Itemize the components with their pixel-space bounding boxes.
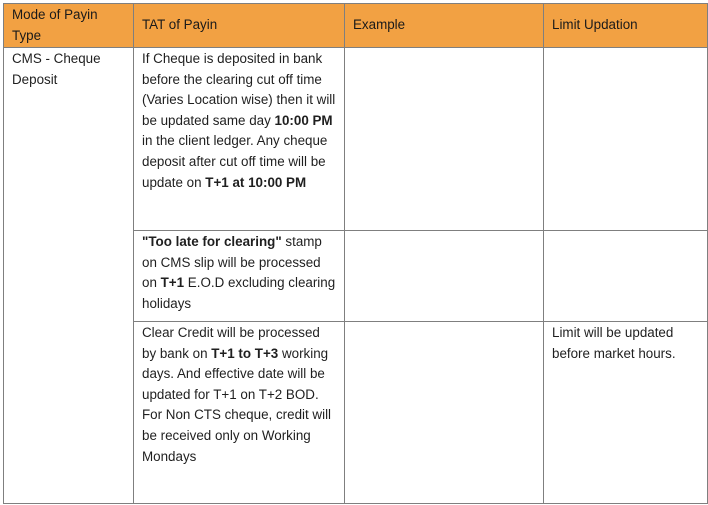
example-cell [345,48,544,231]
payin-table [3,3,708,504]
tat-text-bold: T+1 to T+3 [211,345,279,361]
tat-text-bold: T+1 at 10:00 PM [205,174,307,190]
tat-cell [134,322,345,504]
tat-text: E.O.D excluding clearing holidays [142,275,336,311]
tat-cell [134,231,345,322]
limit-cell: Limit will be updated before market hours. [544,322,708,504]
header-limit-updation: Limit Updation [544,4,708,48]
table-row [4,48,708,231]
header-tat-of-payin: TAT of Payin [134,4,345,48]
tat-text: Clear Credit will be processed by bank on [142,325,320,361]
tat-text: If Cheque is deposited in bank before the clearing cut off time (Varies Location wise) then it will be updated same day [142,51,336,128]
header-example: Example [345,4,544,48]
tat-text-bold: T+1 [160,275,185,291]
limit-cell [544,231,708,322]
example-cell [345,231,544,322]
tat-text: working days. And effective date will be updated for T+1 on T+2 BOD. For Non CTS cheque, credit will be received only on Working Mondays [142,345,332,464]
tat-text-bold: 10:00 PM [274,112,333,128]
tat-cell [134,48,345,231]
example-cell [345,322,544,504]
tat-text: stamp on CMS slip will be processed on [142,234,322,291]
tat-text: in the client ledger. Any cheque deposit after cut off time will be update on [142,133,328,190]
mode-cell: CMS - Cheque Deposit [4,48,134,504]
limit-cell [544,48,708,231]
header-mode-of-payin-type: Mode of Payin Type [4,4,134,48]
tat-text-bold: "Too late for clearing" [142,234,282,249]
header-row [4,4,708,48]
